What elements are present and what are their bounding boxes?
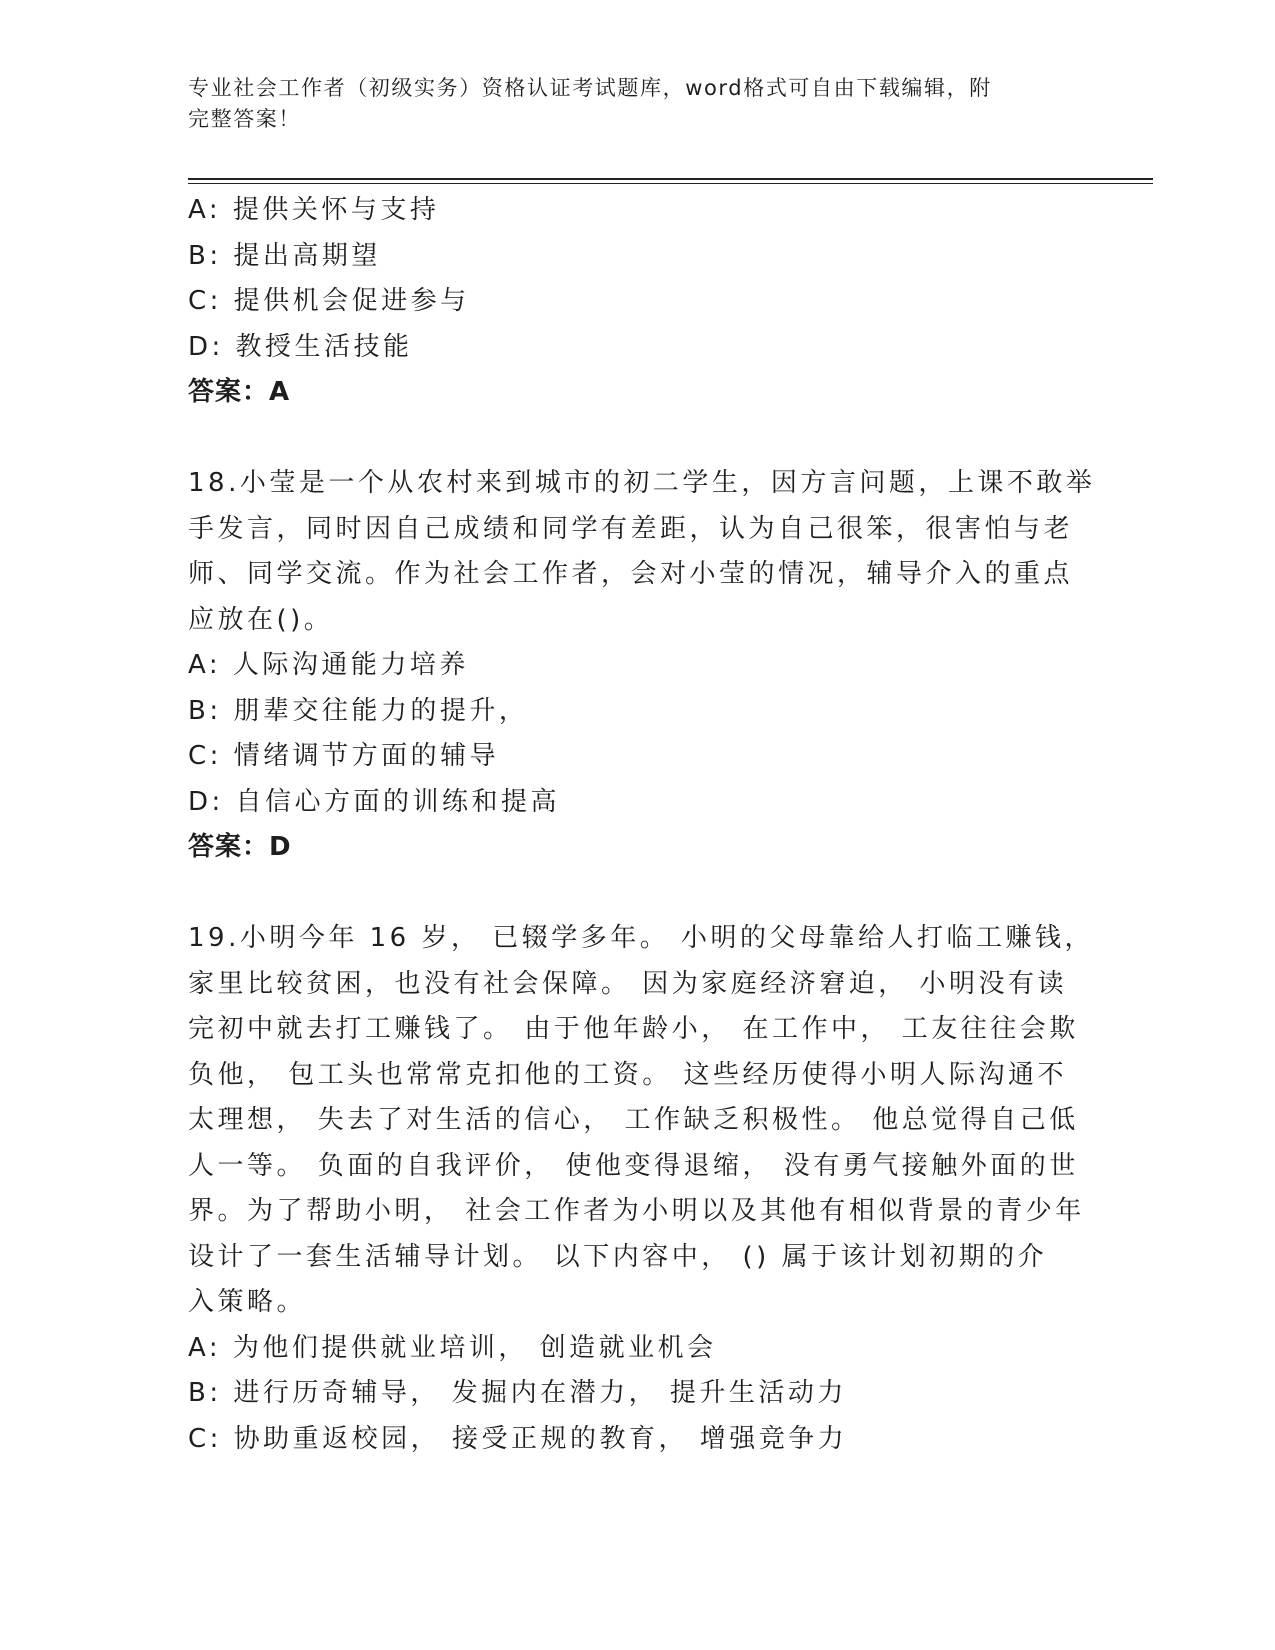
option-c: C: 协助重返校园， 接受正规的教育， 增强竞争力 [188, 1423, 848, 1454]
option-c: C: 提供机会促进参与 [188, 286, 470, 316]
option-c: C: 情绪调节方面的辅导 [188, 741, 500, 771]
stem-line: 太理想， 失去了对生活的信心， 工作缺乏积极性。 他总觉得自己低 [188, 1105, 1079, 1135]
option-d: D: 自信心方面的训练和提高 [188, 786, 561, 817]
spacer [188, 871, 1138, 917]
option-b: B: 朋辈交往能力的提升， [188, 695, 529, 726]
option-a: A: 提供关怀与支持 [188, 195, 440, 225]
option-d: D: 教授生活技能 [188, 331, 413, 362]
stem-line: 入策略。 [188, 1287, 307, 1317]
option-a: A: 为他们提供就业培训， 创造就业机会 [188, 1332, 717, 1363]
stem-line: 负他， 包工头也常常克扣他的工资。 这些经历使得小明人际沟通不 [188, 1059, 1068, 1090]
stem-line: 18.小莹是一个从农村来到城市的初二学生，因方言问题，上课不敢举 [188, 468, 1096, 498]
stem-line: 设计了一套生活辅导计划。 以下内容中， () 属于该计划初期的介 [188, 1241, 1048, 1272]
header-divider-thin [188, 183, 1153, 184]
option-b: B: 进行历奇辅导， 发掘内在潜力， 提升生活动力 [188, 1378, 847, 1408]
option-a: A: 人际沟通能力培养 [188, 650, 469, 680]
stem-line: 手发言，同时因自己成绩和同学有差距，认为自己很笨，很害怕与老 [188, 513, 1074, 544]
stem-line: 界。为了帮助小明， 社会工作者为小明以及其他有相似背景的青少年 [188, 1196, 1085, 1226]
question-19 [188, 916, 1138, 1462]
stem-line: 应放在()。 [188, 604, 334, 635]
stem-line: 人一等。 负面的自我评价， 使他变得退缩， 没有勇气接触外面的世 [188, 1150, 1079, 1181]
question-17-fragment [188, 188, 1138, 416]
stem-line: 完初中就去打工赚钱了。 由于他年龄小， 在工作中， 工友往往会欺 [188, 1014, 1079, 1044]
question-stem [188, 461, 1138, 643]
document-header [188, 73, 1078, 135]
answer-label: 答案：A [188, 377, 291, 407]
question-content [188, 188, 1138, 1462]
stem-line: 师、同学交流。作为社会工作者，会对小莹的情况，辅导介入的重点 [188, 559, 1074, 589]
question-stem [188, 916, 1138, 1326]
stem-line: 19.小明今年 16 岁， 已辍学多年。 小明的父母靠给人打临工赚钱， [188, 923, 1094, 953]
header-divider-thick [188, 178, 1153, 180]
stem-line: 家里比较贫困，也没有社会保障。 因为家庭经济窘迫， 小明没有读 [188, 968, 1068, 999]
question-18 [188, 461, 1138, 871]
header-line-2: 完整答案！ [188, 107, 301, 131]
option-b: B: 提出高期望 [188, 240, 381, 271]
spacer [188, 416, 1138, 462]
answer-label: 答案：D [188, 832, 292, 862]
header-line-1: 专业社会工作者（初级实务）资格认证考试题库，word格式可自由下载编辑，附 [188, 76, 992, 100]
